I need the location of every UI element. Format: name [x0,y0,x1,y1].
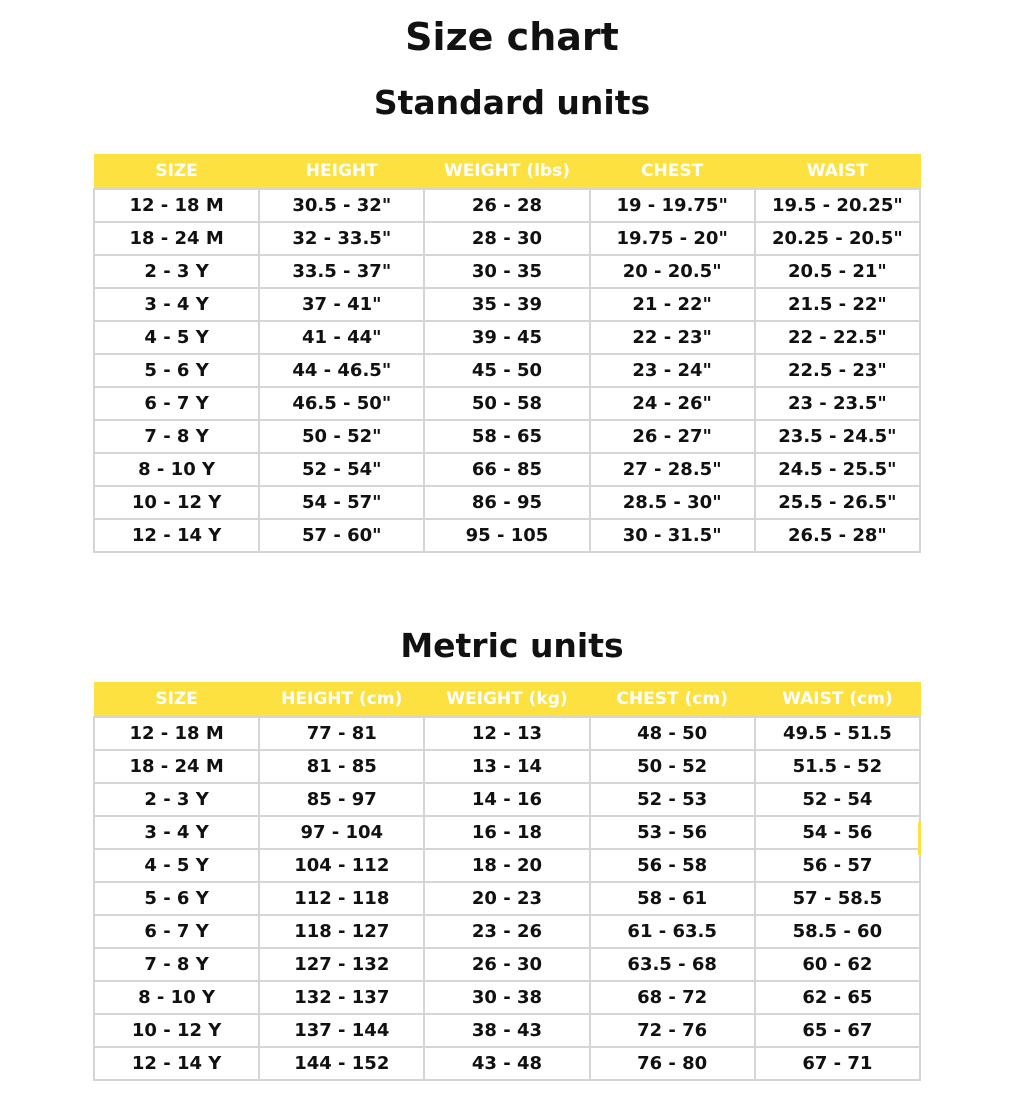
table-cell-waist: 22.5 - 23" [755,354,920,387]
table-cell-waist: 58.5 - 60 [755,915,920,948]
table-cell-chest: 52 - 53 [590,783,755,816]
table-row [94,288,920,321]
column-header-waist: WAIST (cm) [755,682,920,717]
table-row [94,915,920,948]
column-header-weight: WEIGHT (kg) [424,682,589,717]
table-cell-weight: 45 - 50 [424,354,589,387]
table-cell-chest: 19.75 - 20" [590,222,755,255]
table-cell-weight: 95 - 105 [424,519,589,552]
table-cell-chest: 48 - 50 [590,717,755,750]
table-row [94,882,920,915]
table-cell-weight: 50 - 58 [424,387,589,420]
table-cell-weight: 18 - 20 [424,849,589,882]
table-cell-chest: 21 - 22" [590,288,755,321]
table-cell-weight: 30 - 35 [424,255,589,288]
table-cell-height: 32 - 33.5" [259,222,424,255]
table-cell-size: 3 - 4 Y [94,816,259,849]
table-cell-height: 46.5 - 50" [259,387,424,420]
column-header-weight: WEIGHT (lbs) [424,154,589,189]
table-cell-chest: 63.5 - 68 [590,948,755,981]
table-cell-chest: 50 - 52 [590,750,755,783]
table-cell-weight: 14 - 16 [424,783,589,816]
table-row [94,717,920,750]
table-cell-height: 54 - 57" [259,486,424,519]
table-row [94,948,920,981]
table-cell-height: 52 - 54" [259,453,424,486]
table-cell-size: 8 - 10 Y [94,453,259,486]
table-row [94,420,920,453]
table-row [94,255,920,288]
table-cell-height: 33.5 - 37" [259,255,424,288]
table-row [94,354,920,387]
table-cell-waist: 20.25 - 20.5" [755,222,920,255]
table-cell-chest: 58 - 61 [590,882,755,915]
table-cell-size: 12 - 14 Y [94,519,259,552]
table-row [94,750,920,783]
table-cell-weight: 30 - 38 [424,981,589,1014]
table-cell-height: 37 - 41" [259,288,424,321]
table-row [94,783,920,816]
table-row [94,981,920,1014]
table-cell-weight: 23 - 26 [424,915,589,948]
table-cell-chest: 61 - 63.5 [590,915,755,948]
table-cell-weight: 66 - 85 [424,453,589,486]
table-cell-height: 77 - 81 [259,717,424,750]
table-cell-weight: 13 - 14 [424,750,589,783]
table-cell-chest: 76 - 80 [590,1047,755,1080]
table-cell-size: 10 - 12 Y [94,1014,259,1047]
metric-size-table [93,682,921,1081]
table-cell-waist: 19.5 - 20.25" [755,189,920,222]
table-cell-weight: 20 - 23 [424,882,589,915]
table-cell-chest: 22 - 23" [590,321,755,354]
table-cell-size: 12 - 14 Y [94,1047,259,1080]
table-cell-size: 18 - 24 M [94,222,259,255]
table-row [94,486,920,519]
table-cell-chest: 30 - 31.5" [590,519,755,552]
table-cell-waist: 26.5 - 28" [755,519,920,552]
standard-units-heading: Standard units [373,83,651,122]
standard-size-table [93,154,921,553]
table-row [94,189,920,222]
table-cell-height: 81 - 85 [259,750,424,783]
table-cell-size: 12 - 18 M [94,189,259,222]
table-cell-height: 30.5 - 32" [259,189,424,222]
column-header-size: SIZE [94,682,259,717]
table-cell-size: 5 - 6 Y [94,354,259,387]
table-cell-waist: 56 - 57 [755,849,920,882]
table-cell-waist: 52 - 54 [755,783,920,816]
table-cell-size: 6 - 7 Y [94,915,259,948]
table-cell-waist: 23.5 - 24.5" [755,420,920,453]
table-cell-size: 6 - 7 Y [94,387,259,420]
table-header-row [94,154,920,189]
table-row [94,222,920,255]
table-cell-waist: 67 - 71 [755,1047,920,1080]
table-cell-height: 41 - 44" [259,321,424,354]
table-cell-waist: 20.5 - 21" [755,255,920,288]
table-cell-size: 2 - 3 Y [94,783,259,816]
metric-units-heading: Metric units [400,626,624,665]
table-cell-chest: 24 - 26" [590,387,755,420]
table-cell-chest: 27 - 28.5" [590,453,755,486]
table-cell-height: 132 - 137 [259,981,424,1014]
table-cell-weight: 35 - 39 [424,288,589,321]
table-cell-height: 44 - 46.5" [259,354,424,387]
table-header-row [94,682,920,717]
table-cell-waist: 65 - 67 [755,1014,920,1047]
table-cell-chest: 26 - 27" [590,420,755,453]
column-header-size: SIZE [94,154,259,189]
table-cell-waist: 23 - 23.5" [755,387,920,420]
table-cell-size: 2 - 3 Y [94,255,259,288]
table-cell-height: 85 - 97 [259,783,424,816]
table-cell-height: 127 - 132 [259,948,424,981]
table-cell-size: 5 - 6 Y [94,882,259,915]
table-cell-waist: 60 - 62 [755,948,920,981]
table-cell-weight: 12 - 13 [424,717,589,750]
table-row [94,816,920,849]
column-header-height: HEIGHT [259,154,424,189]
table-cell-size: 4 - 5 Y [94,321,259,354]
table-row [94,849,920,882]
table-cell-size: 3 - 4 Y [94,288,259,321]
table-cell-height: 137 - 144 [259,1014,424,1047]
table-cell-weight: 39 - 45 [424,321,589,354]
page-title: Size chart [405,15,619,59]
table-cell-size: 8 - 10 Y [94,981,259,1014]
table-cell-waist: 54 - 56 [755,816,920,849]
table-cell-waist: 57 - 58.5 [755,882,920,915]
table-row [94,387,920,420]
table-cell-chest: 68 - 72 [590,981,755,1014]
column-header-chest: CHEST (cm) [590,682,755,717]
table-cell-size: 12 - 18 M [94,717,259,750]
table-cell-waist: 49.5 - 51.5 [755,717,920,750]
table-cell-weight: 43 - 48 [424,1047,589,1080]
highlight-mark [918,822,921,855]
table-cell-chest: 53 - 56 [590,816,755,849]
table-cell-waist: 22 - 22.5" [755,321,920,354]
column-header-waist: WAIST [755,154,920,189]
table-cell-size: 7 - 8 Y [94,420,259,453]
table-cell-chest: 19 - 19.75" [590,189,755,222]
table-cell-height: 118 - 127 [259,915,424,948]
table-cell-chest: 28.5 - 30" [590,486,755,519]
table-cell-chest: 20 - 20.5" [590,255,755,288]
table-cell-size: 18 - 24 M [94,750,259,783]
table-cell-height: 57 - 60" [259,519,424,552]
table-cell-size: 4 - 5 Y [94,849,259,882]
table-cell-weight: 86 - 95 [424,486,589,519]
table-cell-height: 50 - 52" [259,420,424,453]
table-cell-weight: 38 - 43 [424,1014,589,1047]
table-cell-chest: 56 - 58 [590,849,755,882]
table-cell-waist: 24.5 - 25.5" [755,453,920,486]
table-cell-weight: 58 - 65 [424,420,589,453]
table-cell-chest: 72 - 76 [590,1014,755,1047]
table-cell-height: 144 - 152 [259,1047,424,1080]
table-cell-height: 97 - 104 [259,816,424,849]
table-row [94,453,920,486]
table-cell-weight: 26 - 28 [424,189,589,222]
table-cell-chest: 23 - 24" [590,354,755,387]
table-cell-weight: 26 - 30 [424,948,589,981]
table-cell-size: 10 - 12 Y [94,486,259,519]
table-cell-weight: 28 - 30 [424,222,589,255]
table-cell-height: 112 - 118 [259,882,424,915]
table-row [94,519,920,552]
table-cell-waist: 62 - 65 [755,981,920,1014]
table-cell-size: 7 - 8 Y [94,948,259,981]
table-row [94,1047,920,1080]
table-cell-waist: 25.5 - 26.5" [755,486,920,519]
column-header-chest: CHEST [590,154,755,189]
table-cell-waist: 21.5 - 22" [755,288,920,321]
column-header-height: HEIGHT (cm) [259,682,424,717]
table-cell-waist: 51.5 - 52 [755,750,920,783]
table-row [94,321,920,354]
table-cell-height: 104 - 112 [259,849,424,882]
table-cell-weight: 16 - 18 [424,816,589,849]
table-row [94,1014,920,1047]
